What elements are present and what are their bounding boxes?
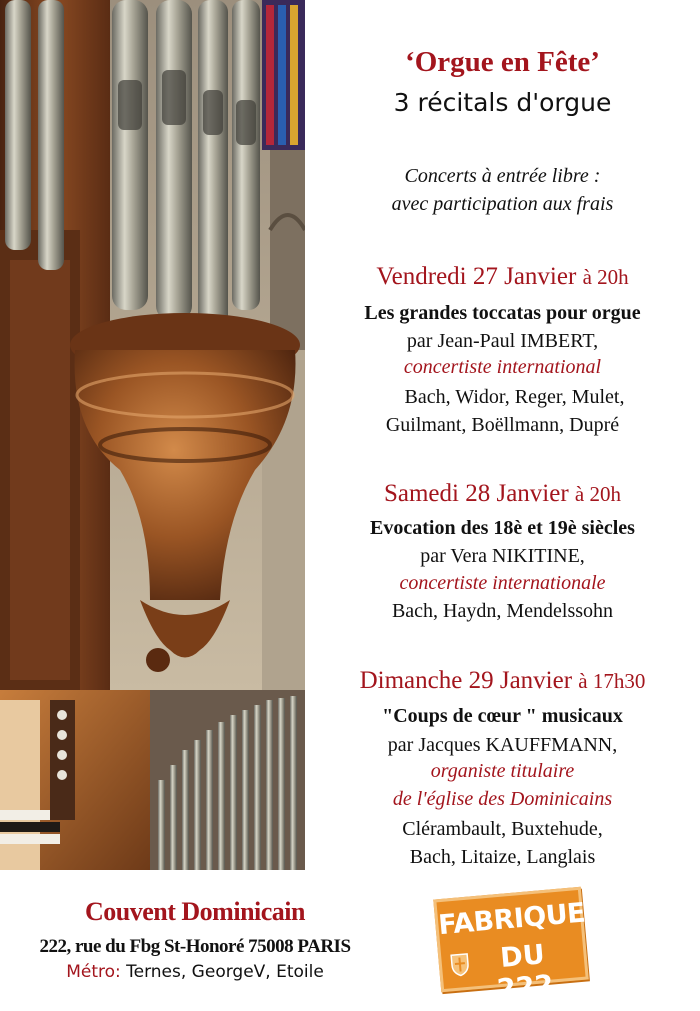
poster-title: ‘Orgue en Fête’ bbox=[405, 46, 600, 78]
fabrique-222-logo bbox=[433, 887, 589, 1006]
event-3-role-2: de l'église des Dominicains bbox=[392, 788, 613, 810]
event-1-program: Les grandes toccatas pour orgue bbox=[364, 302, 641, 324]
intro-line-2: avec participation aux frais bbox=[391, 193, 614, 215]
event-2-program: Evocation des 18è et 19è siècles bbox=[370, 517, 635, 539]
event-2-time: à 20h bbox=[574, 482, 621, 506]
event-2-role: concertiste internationale bbox=[399, 572, 606, 594]
event-3-role-1: organiste titulaire bbox=[430, 760, 575, 782]
venue-name: Couvent Dominicain bbox=[85, 897, 305, 926]
event-2-works-1: Bach, Haydn, Mendelssohn bbox=[391, 600, 614, 622]
event-2-performer: par Vera NIKITINE, bbox=[420, 545, 585, 567]
organ-photo bbox=[0, 0, 305, 870]
event-3-date-main: Dimanche 29 Janvier bbox=[359, 667, 573, 694]
event-3-works-2: Bach, Litaize, Langlais bbox=[409, 846, 596, 868]
event-3-program: "Coups de cœur " musicaux bbox=[382, 705, 623, 727]
metro-label: Métro: bbox=[66, 962, 121, 982]
metro-info bbox=[20, 962, 370, 982]
event-1-works-1: Bach, Widor, Reger, Mulet, bbox=[404, 386, 625, 408]
event-1-date bbox=[305, 263, 700, 291]
event-1-time: à 20h bbox=[582, 265, 629, 289]
event-2-date bbox=[305, 480, 700, 508]
intro-line-1: Concerts à entrée libre : bbox=[404, 165, 601, 187]
event-1-role: concertiste international bbox=[403, 356, 602, 378]
event-3-time: à 17h30 bbox=[578, 669, 646, 693]
event-3-performer: par Jacques KAUFFMANN, bbox=[387, 734, 618, 756]
event-2-date-main: Samedi 28 Janvier bbox=[383, 480, 569, 507]
metro-stations: Ternes, GeorgeV, Etoile bbox=[126, 962, 324, 982]
event-1-works-2: Guilmant, Boëllmann, Dupré bbox=[385, 414, 620, 436]
logo-line-1: FABRIQUE bbox=[437, 897, 587, 942]
logo-line-2: DU 222 bbox=[495, 939, 555, 1006]
event-3-works-1: Clérambault, Buxtehude, bbox=[402, 818, 603, 840]
venue-address: 222, rue du Fbg St-Honoré 75008 PARIS bbox=[39, 936, 351, 957]
event-1-date-main: Vendredi 27 Janvier bbox=[376, 263, 577, 290]
event-3-date bbox=[305, 667, 700, 695]
poster-subtitle: 3 récitals d'orgue bbox=[393, 88, 612, 117]
event-1-performer: par Jean-Paul IMBERT, bbox=[406, 330, 599, 352]
